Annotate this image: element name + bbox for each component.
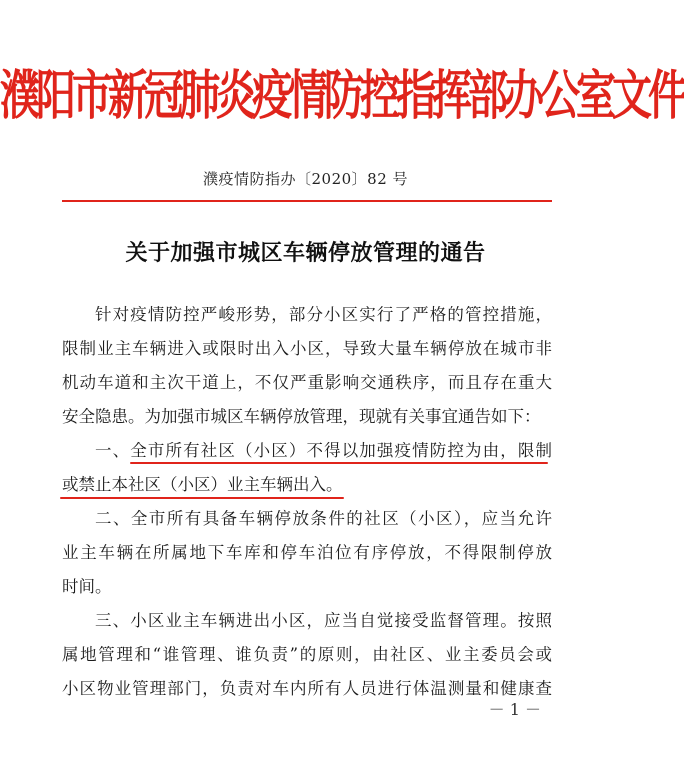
intro-line-4: 安全隐患。为加强市城区车辆停放管理，现就有关事宜通告如下： — [62, 407, 541, 426]
item3-line-1: 三、小区业主车辆进出小区，应当自觉接受监督管理。按照 — [95, 611, 552, 630]
intro-line-1: 针对疫情防控严峻形势，部分小区实行了严格的管控措施， — [95, 305, 552, 324]
item3-line-3: 小区物业管理部门，负责对车内所有人员进行体温测量和健康查 — [62, 679, 552, 698]
item2-line-2: 业主车辆在所属地下车库和停车泊位有序停放，不得限制停放 — [62, 543, 552, 562]
item2-line-3: 时间。 — [62, 577, 112, 596]
intro-line-3: 机动车道和主次干道上，不仅严重影响交通秩序，而且存在重大 — [62, 373, 552, 392]
document-number: 濮疫情防指办〔2020〕82 号 — [202, 170, 409, 188]
page-number: － 1 － — [488, 700, 541, 719]
intro-line-2: 限制业主车辆进入或限时出入小区，导致大量车辆停放在城市非 — [62, 339, 552, 358]
notice-body — [62, 298, 552, 706]
item1-end: 。 — [326, 475, 343, 494]
red-underline-1 — [130, 462, 548, 464]
masthead: 濮阳市新冠肺炎疫情防控指挥部办公室文件 — [0, 64, 684, 127]
notice-title: 关于加强市城区车辆停放管理的通告 — [125, 240, 486, 266]
item1-highlight-1: 全市所有社区（小区）不得以加强疫情防控为由，限制 — [130, 441, 553, 460]
red-underline-2 — [60, 497, 344, 499]
item3-line-2: 属地管理和“谁管理、谁负责”的原则，由社区、业主委员会或 — [62, 645, 552, 664]
item1-line-1 — [62, 434, 552, 468]
item1-prefix: 一、 — [95, 441, 131, 460]
item1-highlight-2: 或禁止本社区（小区）业主车辆出入 — [62, 475, 326, 494]
red-separator-line — [62, 200, 552, 202]
item2-line-1: 二、全市所有具备车辆停放条件的社区（小区），应当允许 — [95, 509, 552, 528]
item1-line-2 — [62, 468, 552, 502]
